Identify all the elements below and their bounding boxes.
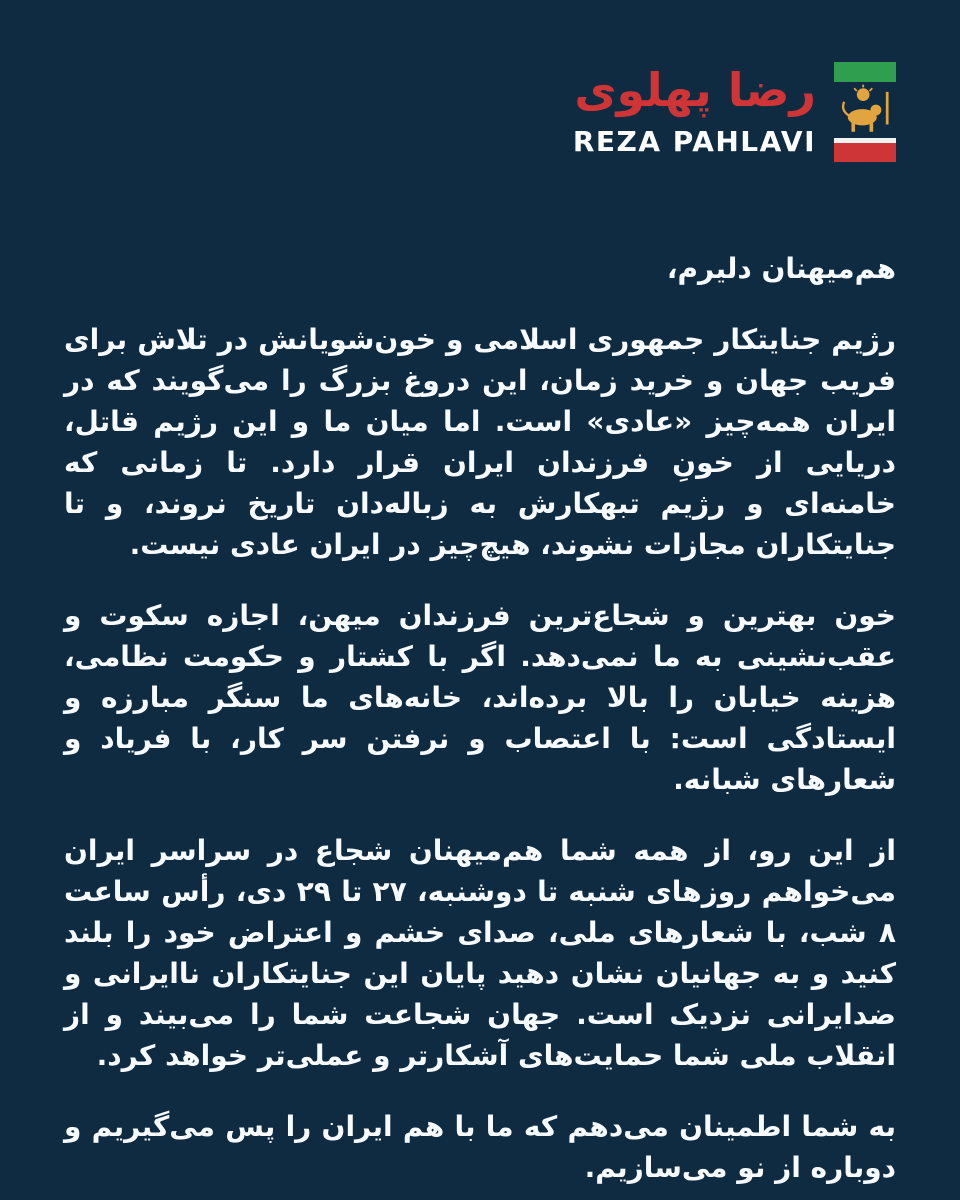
brand-logo bbox=[573, 62, 896, 162]
brand-text bbox=[573, 62, 816, 158]
brand-name-persian: رضا پهلوی bbox=[574, 63, 816, 117]
flag-stripe-red bbox=[834, 143, 896, 162]
statement-paragraph: به شما اطمینان می‌دهم که ما با هم ایران را پس می‌گیریم و دوباره از نو می‌سازیم. bbox=[64, 1110, 896, 1184]
greeting-line: هم‌میهنان دلیرم، bbox=[666, 252, 896, 285]
statement-paragraph: رژیم جنایتکار جمهوری اسلامی و خون‌شویانش در تلاش برای فریب جهان و خرید زمان، این دروغ بزرگ را می‌گویند که در ایران همه‌چیز «عادی» است. اما میان ما و این رژیم قاتل، دریایی از خونِ فرزندان ایران قرار دارد. تا زمانی که خامنه‌ای و رژیم تبهکارش به زباله‌دان تاریخ نروند، و تا جنایتکاران مجازات نشوند، هیچ‌چیز در ایران عادی نیست. bbox=[64, 323, 896, 561]
statement-body bbox=[64, 248, 896, 1200]
statement-paragraph: از این رو، از همه شما هم‌میهنان شجاع در سراسر ایران می‌خواهم روزهای شنبه تا دوشنبه، ۲۷ تا ۲۹ دی، رأس ساعت ۸ شب، با شعارهای ملی، صدای خشم و اعتراض خود را بلند کنید و به جهانیان نشان دهید پایان این جنایتکاران ناایرانی و ضدایرانی نزدیک است. جهان شجاعت شما را می‌بیند و از انقلاب ملی شما حمایت‌های آشکارتر و عملی‌تر خواهد کرد. bbox=[64, 834, 896, 1072]
brand-name-latin: REZA PAHLAVI bbox=[572, 124, 816, 158]
lion-sun-emblem bbox=[834, 62, 896, 162]
lion-sun-icon bbox=[834, 82, 896, 138]
flag-stripe-green bbox=[834, 62, 896, 82]
statement-paragraph: خون بهترین و شجاع‌ترین فرزندان میهن، اجازه سکوت و عقب‌نشینی به ما نمی‌دهد. اگر با کشتار و حکومت نظامی، هزینه خیابان را بالا برده‌اند، خانه‌های ما سنگر مبارزه و ایستادگی است: با اعتصاب و نرفتن سر کار، با فریاد و شعارهای شبانه. bbox=[64, 599, 896, 796]
